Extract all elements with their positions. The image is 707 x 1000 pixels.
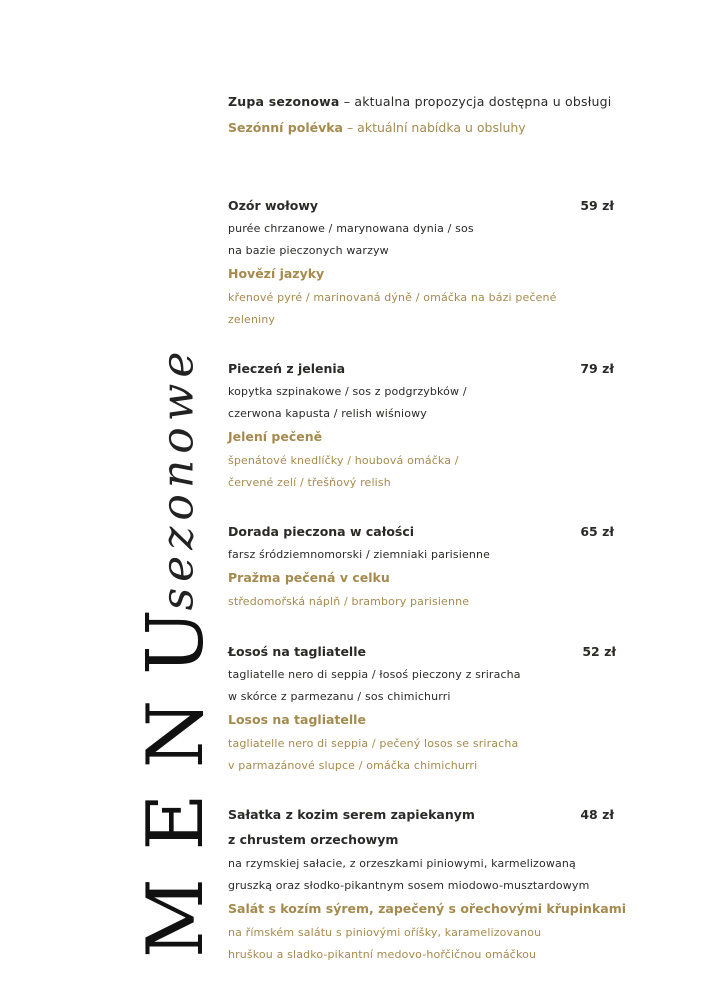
dish-desc-pl: czerwona kapusta / relish wiśniowy xyxy=(228,407,427,420)
dish-name-cz: Losos na tagliatelle xyxy=(228,712,366,727)
soup-pl-rest: – aktualna propozycja dostępna u obsługi xyxy=(339,94,612,109)
menu-letter-m: M xyxy=(131,878,221,958)
dish-desc-pl: na rzymskiej sałacie, z orzeszkami piniowymi, karmelizowaną xyxy=(228,857,576,870)
dish-desc-pl: tagliatelle nero di seppia / łosoś pieczony z sriracha xyxy=(228,668,521,681)
dish-name-pl: Ozór wołowy xyxy=(228,198,319,213)
dish-desc-pl: w skórce z parmezanu / sos chimichurri xyxy=(228,690,451,703)
dish-desc-cz: zeleniny xyxy=(228,313,276,326)
menu-letter-e: E xyxy=(131,793,221,851)
dish-name-pl: Łosoś na tagliatelle xyxy=(228,644,366,659)
dish-name-pl: Sałatka z kozim serem zapiekanym xyxy=(228,807,475,822)
soup-pl-name: Zupa sezonowa xyxy=(228,94,340,109)
dish-name-cz: Salát s kozím sýrem, zapečený s ořechovými křupinkami xyxy=(228,901,626,916)
menu-letter-u: U xyxy=(131,609,221,675)
dish-desc-pl: na bazie pieczonych warzyw xyxy=(228,244,389,257)
dish-desc-cz: na římském salátu s piniovými oříšky, karamelizovanou xyxy=(228,926,542,939)
dish-desc-cz: hruškou a sladko-pikantní medovo-hořčičnou omáčkou xyxy=(228,948,537,961)
dish-name-pl: Dorada pieczona w całości xyxy=(228,524,415,539)
dish-price: 79 zł xyxy=(580,361,614,376)
soup-cz-rest: – aktuální nabídka u obsluhy xyxy=(342,120,526,135)
dish-name-pl: Pieczeń z jelenia xyxy=(228,361,346,376)
dish-price: 65 zł xyxy=(580,524,614,539)
dish-price: 59 zł xyxy=(580,198,614,213)
dish-name-cz: Hovězí jazyky xyxy=(228,266,325,281)
dish-name-cz: Pražma pečená v celku xyxy=(228,570,390,585)
dish-desc-pl: gruszką oraz słodko-pikantnym sosem miodowo-musztardowym xyxy=(228,879,590,892)
dish-desc-cz: v parmazánové slupce / omáčka chimichurri xyxy=(228,759,478,772)
dish-desc-cz: křenové pyré / marinovaná dýně / omáčka na bázi pečené xyxy=(228,291,557,304)
dish-desc-pl: purée chrzanowe / marynowana dynia / sos xyxy=(228,222,474,235)
menu-letter-n: N xyxy=(131,699,221,769)
dish-desc-cz: tagliatelle nero di seppia / pečený losos se sriracha xyxy=(228,737,519,750)
dish-desc-pl: kopytka szpinakowe / sos z podgrzybków / xyxy=(228,385,467,398)
dish-name-pl-2: z chrustem orzechowym xyxy=(228,832,399,847)
dish-desc-pl: farsz śródziemnomorski / ziemniaki parisienne xyxy=(228,548,491,561)
soup-cz-name: Sezónní polévka xyxy=(228,120,343,135)
dish-desc-cz: špenátové knedlíčky / houbová omáčka / xyxy=(228,454,459,467)
dish-desc-cz: červené zelí / třešňový relish xyxy=(228,476,391,489)
dish-price: 52 zł xyxy=(582,644,616,659)
dish-price: 48 zł xyxy=(580,807,614,822)
soup-cz-line xyxy=(228,120,526,135)
sezonowe-script: sezonowe xyxy=(152,345,204,611)
dish-desc-cz: středomořská náplň / brambory parisienne xyxy=(228,595,470,608)
soup-pl-line xyxy=(228,94,611,109)
dish-name-cz: Jelení pečeně xyxy=(228,429,323,444)
